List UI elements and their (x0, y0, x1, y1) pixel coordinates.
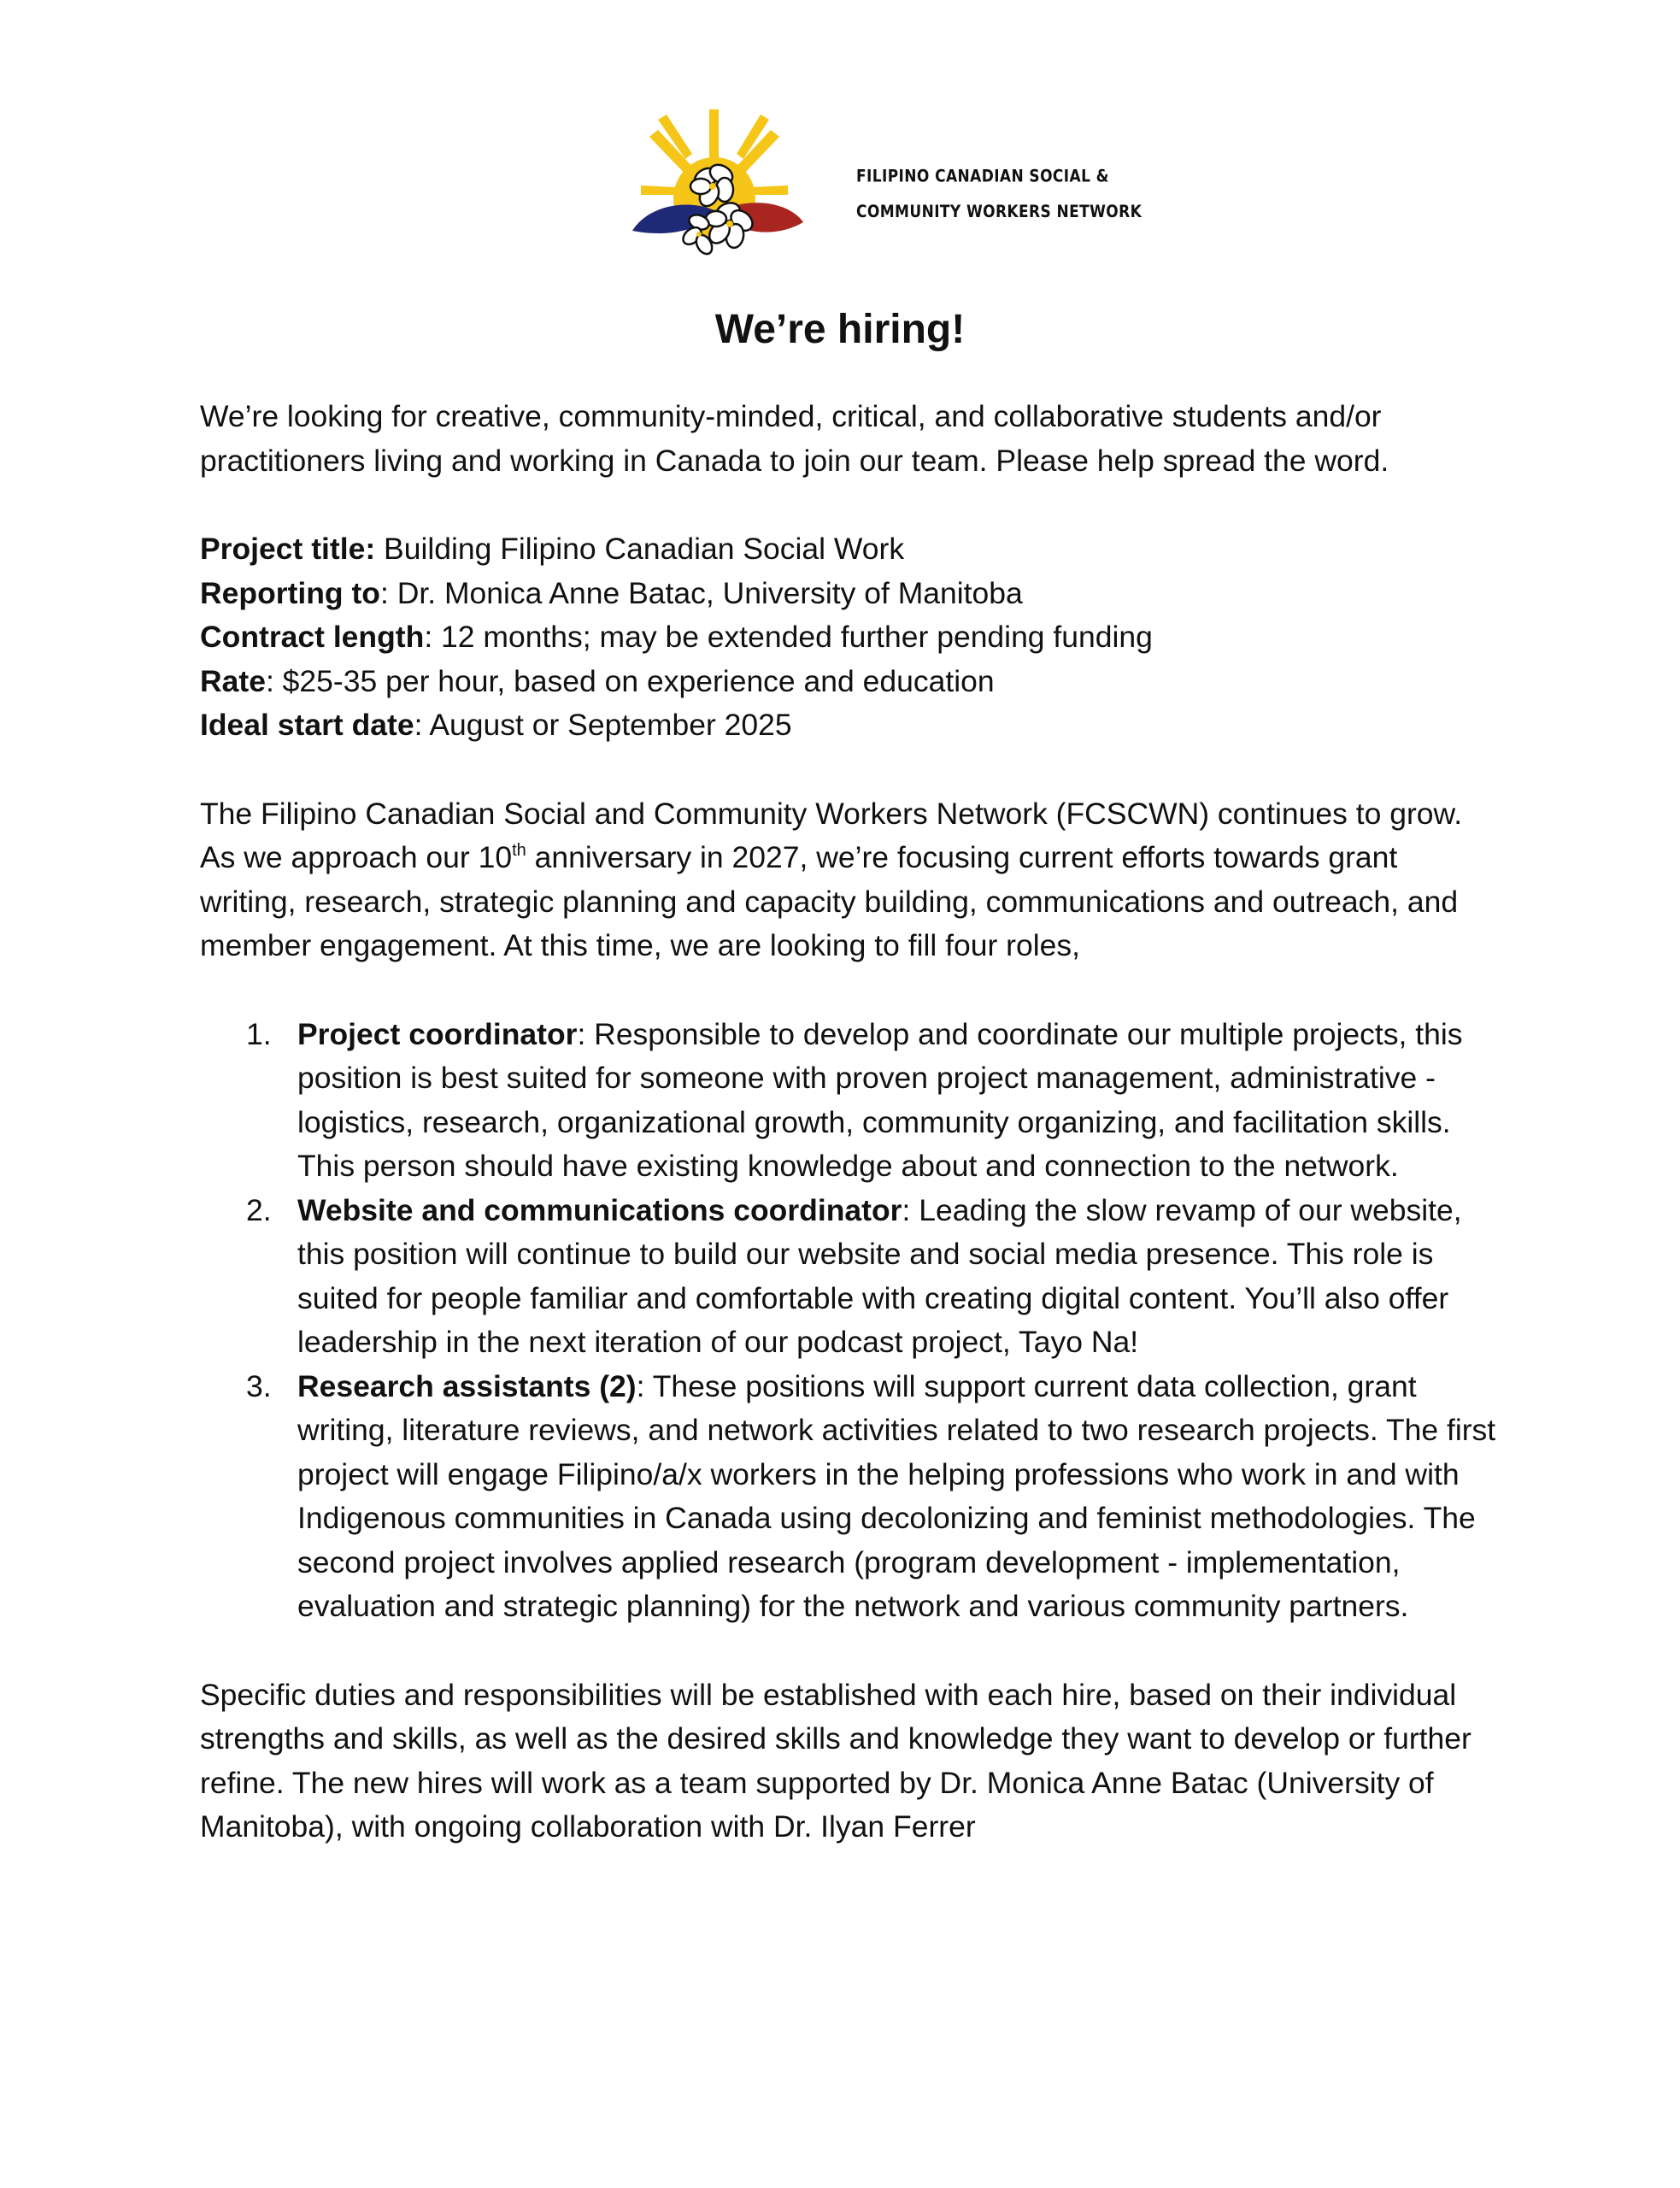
intro-paragraph: We’re looking for creative, community-minded, critical, and collaborative students and/or practitioners living and working in Canada to join our team. Please help spread the word. (200, 399, 1389, 478)
page-title: We’re hiring! (714, 307, 966, 352)
detail-value: : August or September 2025 (414, 708, 792, 742)
list-number: 3. (246, 1368, 272, 1403)
project-details (200, 527, 1499, 748)
role-description: : Responsible to develop and coordinate our multiple projects, this position is best suited for someone with proven project management, administrative - logistics, research, organizational growth, community organizing, and facilitation skills. This person should have existing knowledge about and connection to the network. (297, 1016, 1463, 1183)
closing-paragraph: Specific duties and responsibilities will be established with each hire, based on their individual strengths and skills, as well as the desired skills and knowledge they want to develop or further refine. The new hires will work as a team supported by Dr. Monica Anne Batac (University of Manitoba), with ongoing collaboration with Dr. Ilyan Ferrer (200, 1677, 1471, 1844)
growth-paragraph (200, 792, 1499, 968)
logo-line-2: COMMUNITY WORKERS NETWORK (856, 202, 1143, 222)
logo-wordmark (856, 159, 1142, 230)
detail-start-date (200, 703, 1499, 748)
detail-value: : 12 months; may be extended further pending funding (424, 620, 1153, 654)
growth-text-start: The Filipino Canadian Social and Community Workers Network (FCSCWN) continues to grow. As we approach our 10 (200, 796, 1463, 874)
detail-project-title (200, 527, 1499, 572)
list-item (200, 1013, 1499, 1189)
detail-reporting-to (200, 572, 1499, 616)
role-title: Website and communications coordinator (297, 1192, 902, 1227)
list-number: 2. (246, 1192, 272, 1227)
detail-contract-length (200, 615, 1499, 660)
list-number: 1. (246, 1016, 272, 1051)
detail-label: Ideal start date (200, 708, 414, 742)
role-title: Research assistants (2) (297, 1368, 637, 1403)
detail-label: Project title: (200, 532, 376, 566)
growth-text-end: anniversary in 2027, we’re focusing current efforts towards grant writing, research, strategic planning and capacity building, communications and outreach, and member engagement. At this time, we are looking to fill four roles, (200, 840, 1459, 962)
fcscwn-logo (632, 103, 1143, 274)
detail-label: Contract length (200, 620, 425, 654)
ordinal-suffix: th (512, 841, 526, 860)
logo-line-1: FILIPINO CANADIAN SOCIAL & (856, 167, 1109, 187)
detail-value: Building Filipino Canadian Social Work (375, 532, 905, 566)
role-title: Project coordinator (297, 1016, 578, 1051)
role-description: : These positions will support current data collection, grant writing, literature reviews, and network activities related to two research projects. The first project will engage Filipino/a/x workers in the helping professions who work in and with Indigenous communities in Canada using decolonizing and feminist methodologies. The second project involves applied research (program development - implementation, evaluation and strategic planning) for the network and various community partners. (297, 1368, 1496, 1623)
detail-label: Reporting to (200, 575, 380, 610)
roles-list (200, 1013, 1499, 1629)
detail-value: : Dr. Monica Anne Batac, University of Manitoba (380, 575, 1023, 610)
detail-label: Rate (200, 663, 266, 698)
list-item (200, 1365, 1499, 1629)
sun-flower-emblem (632, 103, 855, 274)
role-description: : Leading the slow revamp of our website, this position will continue to build our website and social media presence. This role is suited for people familiar and comfortable with creating digital content. You’ll also offer leadership in the next iteration of our podcast project, Tayo Na! (297, 1192, 1462, 1359)
detail-value: : $25-35 per hour, based on experience and education (265, 663, 995, 698)
list-item (200, 1189, 1499, 1365)
detail-rate (200, 660, 1499, 704)
document-body (200, 395, 1499, 1850)
